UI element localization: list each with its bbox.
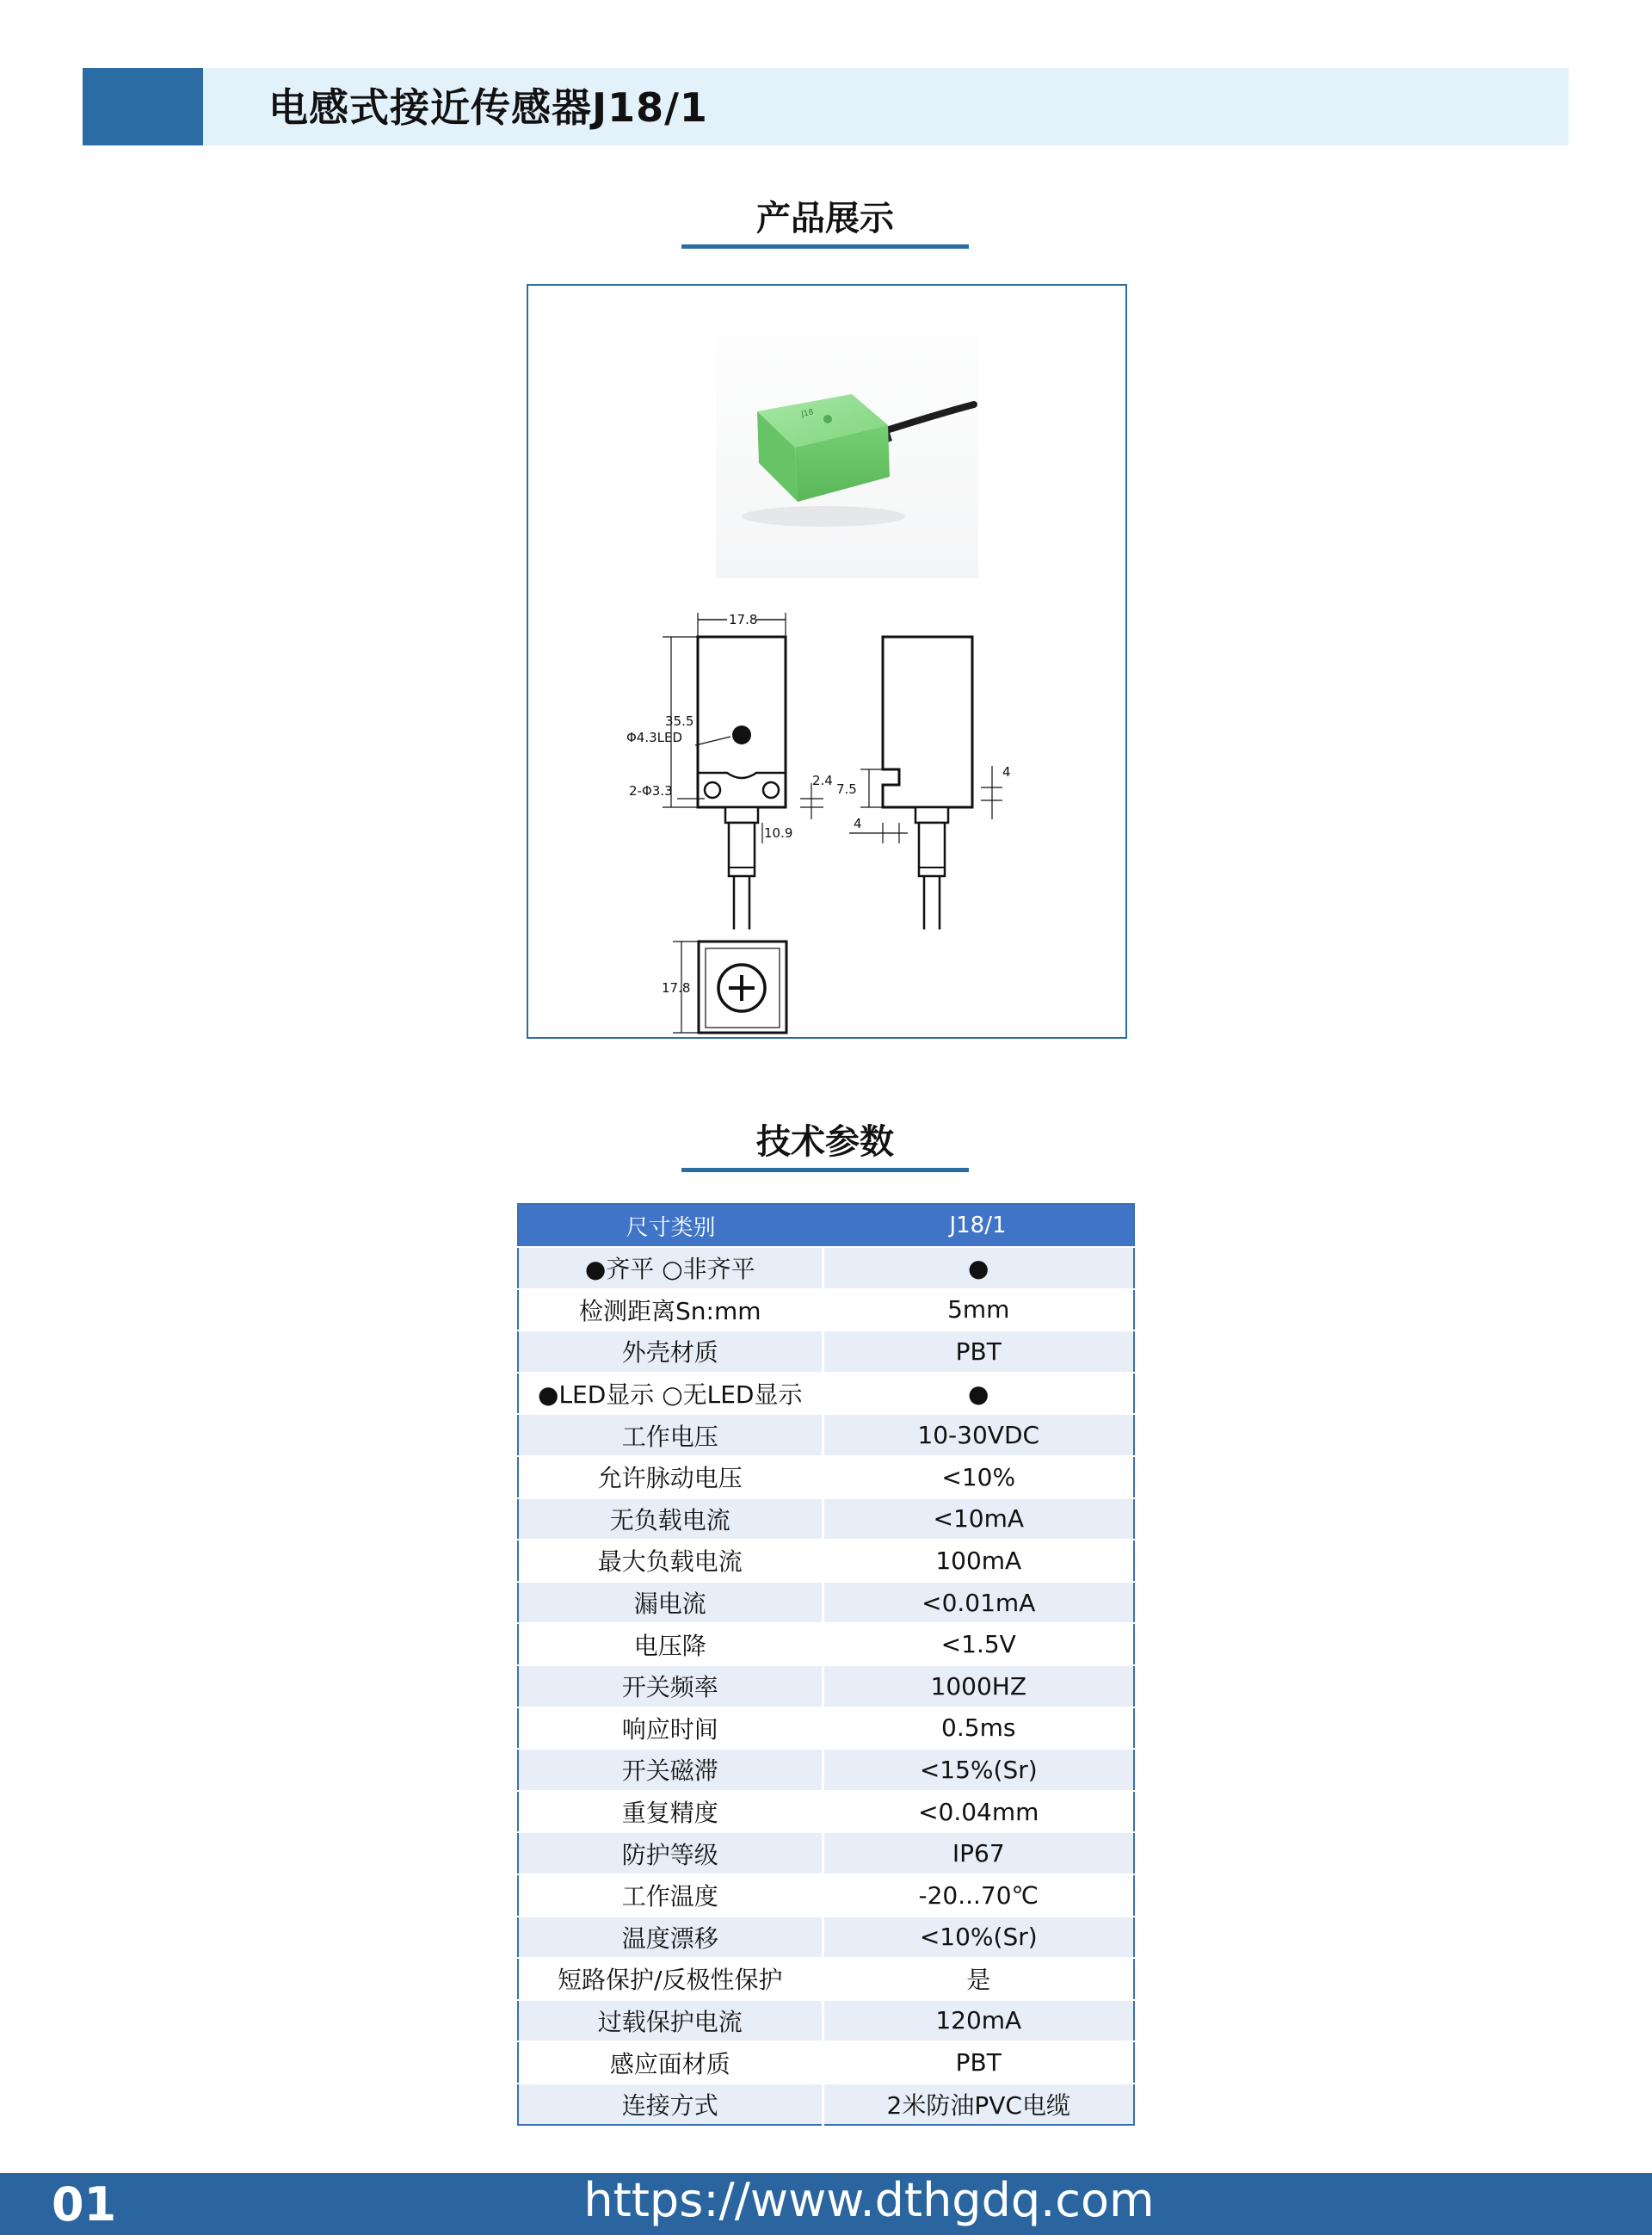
- spec-param-name: 无负载电流: [518, 1498, 823, 1540]
- spec-param-value: ●: [823, 1247, 1134, 1289]
- table-row: [518, 1623, 1134, 1665]
- spec-param-value: -20...70℃: [823, 1874, 1134, 1917]
- table-row: [518, 1874, 1134, 1917]
- table-row: [518, 1414, 1134, 1456]
- dim-4-b: 4: [1002, 764, 1011, 780]
- table-row: [518, 1456, 1134, 1498]
- table-row: [518, 1958, 1134, 2000]
- spec-param-name: 短路保护/反极性保护: [518, 1958, 823, 2000]
- spec-param-name: ●LED显示 ○无LED显示: [518, 1373, 823, 1415]
- website-url: https://www.dthgdq.com: [583, 2173, 1155, 2227]
- product-photo: [716, 293, 978, 578]
- spec-param-name: ●齐平 ○非齐平: [518, 1247, 823, 1289]
- spec-param-value: ●: [823, 1373, 1134, 1415]
- table-row: [518, 1917, 1134, 1959]
- dim-2-4: 2.4: [812, 773, 833, 788]
- table-row: [518, 1247, 1134, 1289]
- product-section-title: 产品展示: [756, 199, 894, 238]
- table-row: [518, 1373, 1134, 1415]
- table-row: [518, 1540, 1134, 1582]
- dim-width-top: 17.8: [729, 612, 758, 627]
- spec-param-name: 允许脉动电压: [518, 1456, 823, 1498]
- spec-param-name: 感应面材质: [518, 2041, 823, 2084]
- spec-table: [517, 1203, 1135, 2126]
- spec-param-value: 120mA: [823, 2000, 1134, 2042]
- spec-param-value: PBT: [823, 2041, 1134, 2084]
- spec-param-value: PBT: [823, 1331, 1134, 1373]
- spec-param-name: 漏电流: [518, 1582, 823, 1624]
- spec-header-category: 尺寸类别: [518, 1204, 823, 1247]
- spec-param-value: <1.5V: [823, 1623, 1134, 1665]
- spec-table-header: [518, 1204, 1134, 1247]
- spec-header-model: J18/1: [823, 1204, 1134, 1247]
- table-row: [518, 1582, 1134, 1624]
- spec-param-name: 开关频率: [518, 1665, 823, 1707]
- product-section-underline: [681, 244, 969, 249]
- spec-param-value: <15%(Sr): [823, 1749, 1134, 1791]
- spec-param-value: 0.5ms: [823, 1707, 1134, 1750]
- dim-mount-holes: 2-Φ3.3: [629, 783, 673, 799]
- spec-section-underline: [681, 1168, 969, 1172]
- spec-param-name: 防护等级: [518, 1832, 823, 1874]
- spec-param-value: 是: [823, 1958, 1134, 2000]
- spec-param-value: 100mA: [823, 1540, 1134, 1582]
- spec-param-value: 5mm: [823, 1289, 1134, 1331]
- spec-param-name: 重复精度: [518, 1791, 823, 1833]
- page-title: 电感式接近传感器J18/1: [268, 84, 708, 131]
- spec-param-name: 工作电压: [518, 1414, 823, 1456]
- spec-param-value: <0.04mm: [823, 1791, 1134, 1833]
- table-row: [518, 1749, 1134, 1791]
- table-row: [518, 1498, 1134, 1540]
- table-row: [518, 1791, 1134, 1833]
- spec-param-name: 开关磁滞: [518, 1749, 823, 1791]
- spec-param-name: 温度漂移: [518, 1917, 823, 1959]
- spec-param-name: 工作温度: [518, 1874, 823, 1917]
- technical-drawing: [624, 594, 1011, 1041]
- header-accent-block: [83, 68, 203, 145]
- dim-4-a: 4: [854, 816, 862, 831]
- table-row: [518, 2000, 1134, 2042]
- spec-param-name: 外壳材质: [518, 1331, 823, 1373]
- spec-param-name: 电压降: [518, 1623, 823, 1665]
- table-row: [518, 2084, 1134, 2126]
- table-row: [518, 1665, 1134, 1707]
- spec-param-value: 1000HZ: [823, 1665, 1134, 1707]
- spec-param-name: 连接方式: [518, 2084, 823, 2126]
- spec-param-value: 2米防油PVC电缆: [823, 2084, 1134, 2126]
- svg-text:J18: J18: [800, 408, 815, 419]
- spec-param-name: 最大负载电流: [518, 1540, 823, 1582]
- dim-7-5: 7.5: [836, 781, 857, 797]
- dim-width-bottom: 17.8: [662, 980, 691, 996]
- page-number: 01: [52, 2177, 117, 2232]
- table-row: [518, 1331, 1134, 1373]
- spec-param-value: <10mA: [823, 1498, 1134, 1540]
- spec-section-title: 技术参数: [756, 1122, 894, 1162]
- table-row: [518, 1707, 1134, 1750]
- spec-param-value: <10%: [823, 1456, 1134, 1498]
- spec-param-value: <10%(Sr): [823, 1917, 1134, 1959]
- spec-param-value: 10-30VDC: [823, 1414, 1134, 1456]
- spec-param-value: <0.01mA: [823, 1582, 1134, 1624]
- spec-param-name: 检测距离Sn:mm: [518, 1289, 823, 1331]
- table-row: [518, 1289, 1134, 1331]
- dim-10-9: 10.9: [764, 825, 793, 841]
- dim-led-hole: Φ4.3LED: [626, 730, 683, 745]
- dim-height: 35.5: [665, 713, 694, 729]
- table-row: [518, 1832, 1134, 1874]
- spec-param-name: 过载保护电流: [518, 2000, 823, 2042]
- spec-param-name: 响应时间: [518, 1707, 823, 1750]
- table-row: [518, 2041, 1134, 2084]
- spec-param-value: IP67: [823, 1832, 1134, 1874]
